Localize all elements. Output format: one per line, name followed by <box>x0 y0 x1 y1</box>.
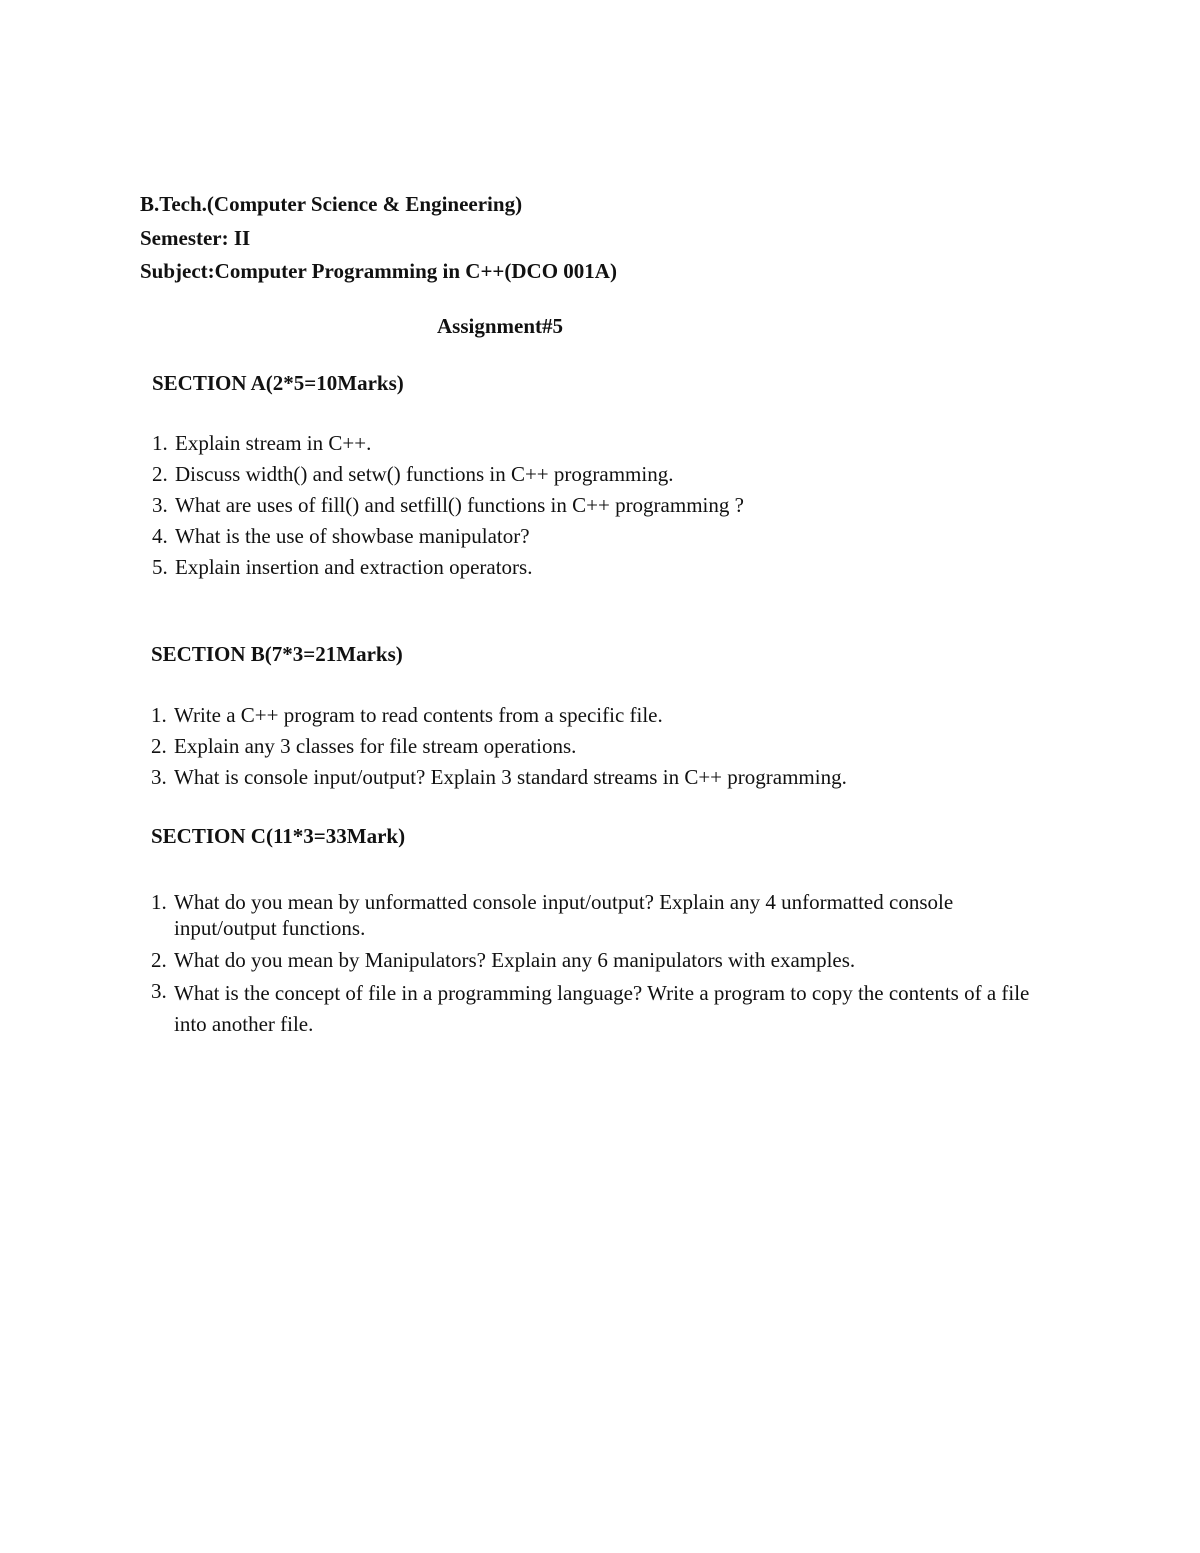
question-number: 1. <box>151 890 167 914</box>
section-a-question-4 <box>152 523 1072 549</box>
section-b-question-3 <box>151 764 1071 790</box>
section-a-question-3 <box>152 492 1072 518</box>
section-b-question-2 <box>151 733 1071 759</box>
question-number: 2. <box>151 948 167 972</box>
question-number: 2. <box>152 462 168 486</box>
semester-heading: Semester: II <box>140 226 251 250</box>
question-text: What is the concept of file in a programming language? Write a program to copy the contents of a file into another file. <box>174 981 1030 1036</box>
question-number: 2. <box>151 734 167 758</box>
question-number: 5. <box>152 555 168 579</box>
question-number: 1. <box>151 703 167 727</box>
subject-heading: Subject:Computer Programming in C++(DCO 001A) <box>140 259 617 283</box>
section-a-heading: SECTION A(2*5=10Marks) <box>152 371 404 395</box>
question-text: What do you mean by Manipulators? Explain any 6 manipulators with examples. <box>174 948 856 972</box>
question-text: What are uses of fill() and setfill() functions in C++ programming ? <box>175 493 744 517</box>
section-c-question-1 <box>151 889 1071 941</box>
question-text: Discuss width() and setw() functions in C++ programming. <box>175 462 674 486</box>
question-number: 3. <box>151 979 167 1003</box>
section-b-heading: SECTION B(7*3=21Marks) <box>151 642 403 666</box>
section-a-question-5 <box>152 554 1072 580</box>
question-text: Write a C++ program to read contents from a specific file. <box>174 703 663 727</box>
question-text: What is the use of showbase manipulator? <box>175 524 530 548</box>
section-c-question-2 <box>151 947 1071 973</box>
section-b-question-1 <box>151 702 1071 728</box>
question-number: 3. <box>152 493 168 517</box>
question-text: Explain any 3 classes for file stream operations. <box>174 734 577 758</box>
assignment-title: Assignment#5 <box>437 314 564 338</box>
question-text: Explain insertion and extraction operators. <box>175 555 533 579</box>
question-text: What do you mean by unformatted console input/output? Explain any 4 unformatted console input/output functions. <box>174 890 954 940</box>
question-number: 3. <box>151 765 167 789</box>
section-a-question-2 <box>152 461 1072 487</box>
question-text: Explain stream in C++. <box>175 431 372 455</box>
question-number: 1. <box>152 431 168 455</box>
question-text: What is console input/output? Explain 3 standard streams in C++ programming. <box>174 765 847 789</box>
section-c-question-3 <box>151 978 1071 1040</box>
program-heading: B.Tech.(Computer Science & Engineering) <box>140 192 523 216</box>
question-number: 4. <box>152 524 168 548</box>
section-c-heading: SECTION C(11*3=33Mark) <box>151 824 406 848</box>
section-a-question-1 <box>152 430 1072 456</box>
